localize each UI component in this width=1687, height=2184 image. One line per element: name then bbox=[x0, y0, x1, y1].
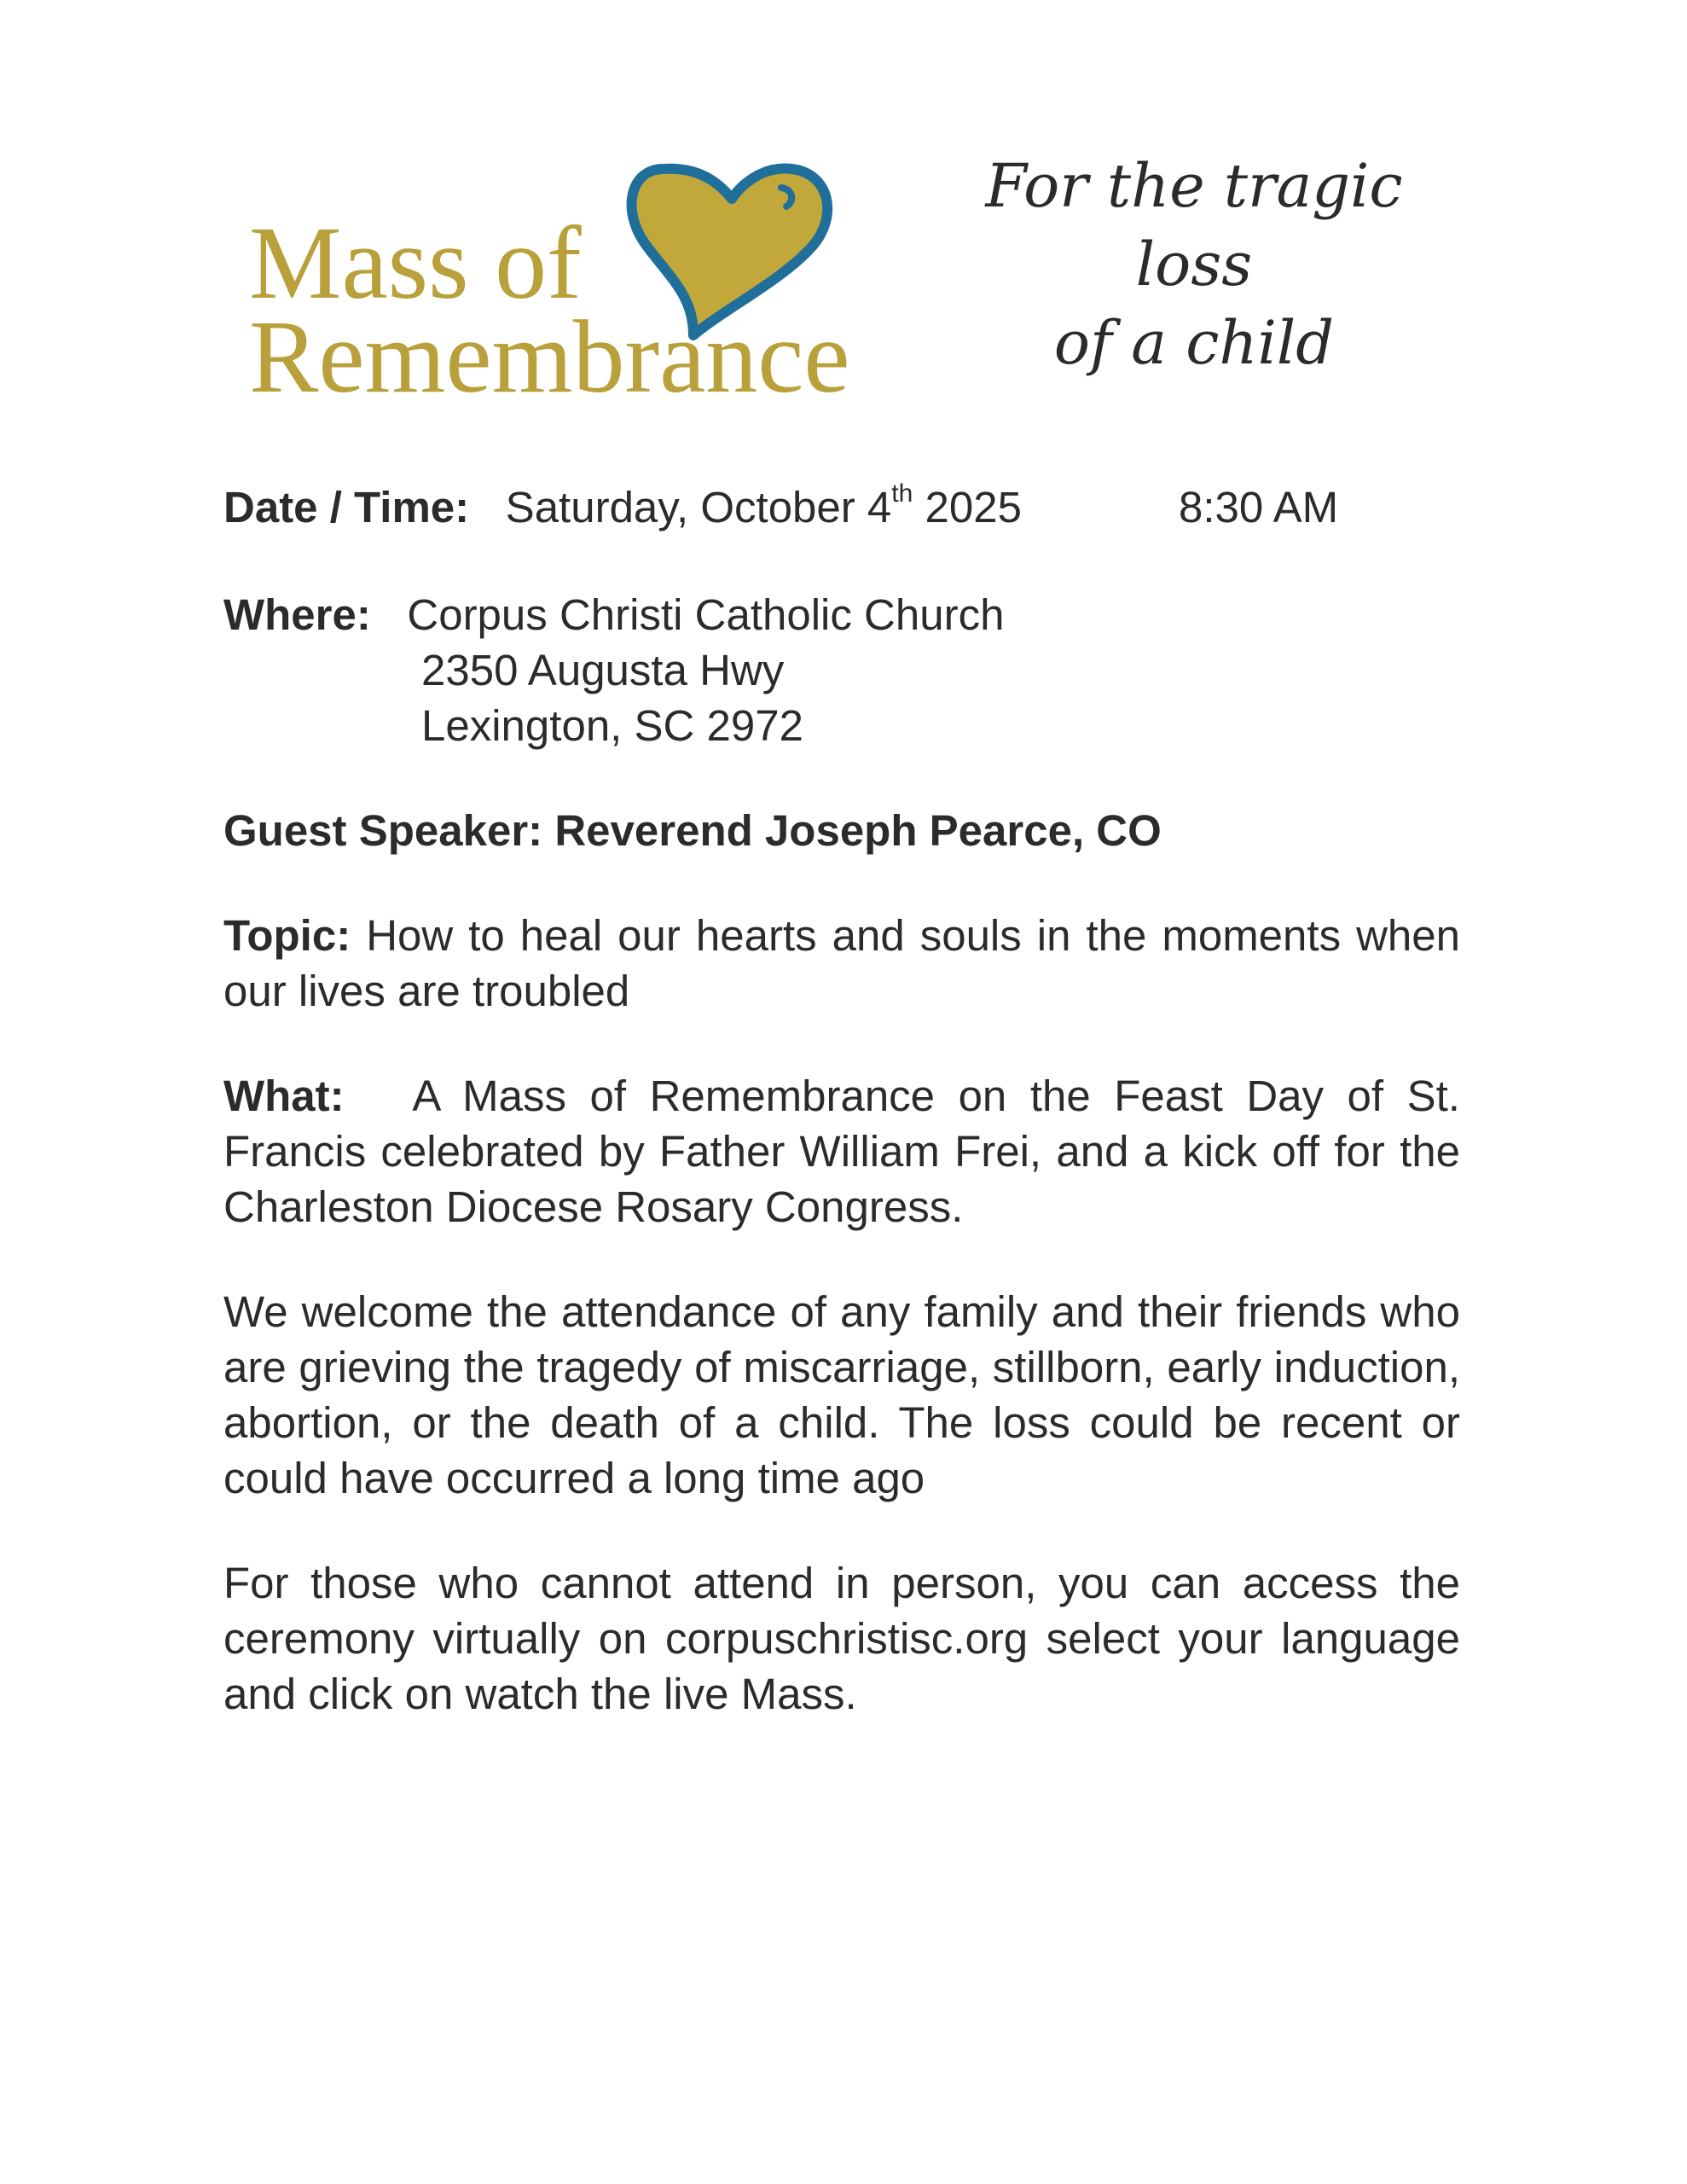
where-church: Corpus Christi Catholic Church bbox=[407, 590, 1005, 639]
what-paragraph bbox=[223, 1068, 1460, 1234]
tagline bbox=[938, 147, 1450, 382]
topic-paragraph bbox=[223, 908, 1460, 1019]
tagline-line2: of a child bbox=[1053, 308, 1335, 378]
topic-text: How to heal our hearts and souls in the moments when our lives are troubled bbox=[223, 911, 1460, 1015]
logo-text-line1: Mass of bbox=[249, 206, 582, 321]
event-time: 8:30 AM bbox=[1179, 483, 1339, 531]
date-ordinal: th bbox=[891, 479, 913, 508]
virtual-paragraph: For those who cannot attend in person, you can access the ceremony virtually on corpuschristisc.org select your language and click on watch the live Mass. bbox=[223, 1559, 1460, 1718]
where-block bbox=[223, 587, 1460, 753]
what-text: A Mass of Remembrance on the Feast Day of St. Francis celebrated by Father William Frei, and a kick off for the Charleston Diocese Rosary Congress. bbox=[223, 1072, 1460, 1231]
guest-speaker: Guest Speaker: Reverend Joseph Pearce, CO bbox=[223, 806, 1162, 855]
mass-of-remembrance-logo bbox=[246, 152, 894, 416]
date-day: Saturday, October 4 bbox=[505, 483, 892, 531]
where-label: Where: bbox=[223, 590, 371, 639]
logo-text-line2: Remembrance bbox=[249, 299, 850, 415]
where-street: 2350 Augusta Hwy bbox=[421, 646, 785, 694]
date-time-label: Date / Time: bbox=[223, 483, 470, 531]
where-city: Lexington, SC 2972 bbox=[421, 701, 803, 750]
topic-label: Topic: bbox=[223, 911, 351, 960]
tagline-line1: For the tragic loss bbox=[985, 151, 1403, 299]
what-label: What: bbox=[223, 1072, 345, 1120]
welcome-paragraph: We welcome the attendance of any family and their friends who are grieving the tragedy of miscarriage, stillborn, early induction, abortion, or the death of a child. The loss could be recent or could have occurred a long time ago bbox=[223, 1287, 1460, 1502]
date-year: 2025 bbox=[925, 483, 1022, 531]
date-time-row bbox=[223, 479, 1460, 548]
event-details bbox=[223, 479, 1460, 1722]
